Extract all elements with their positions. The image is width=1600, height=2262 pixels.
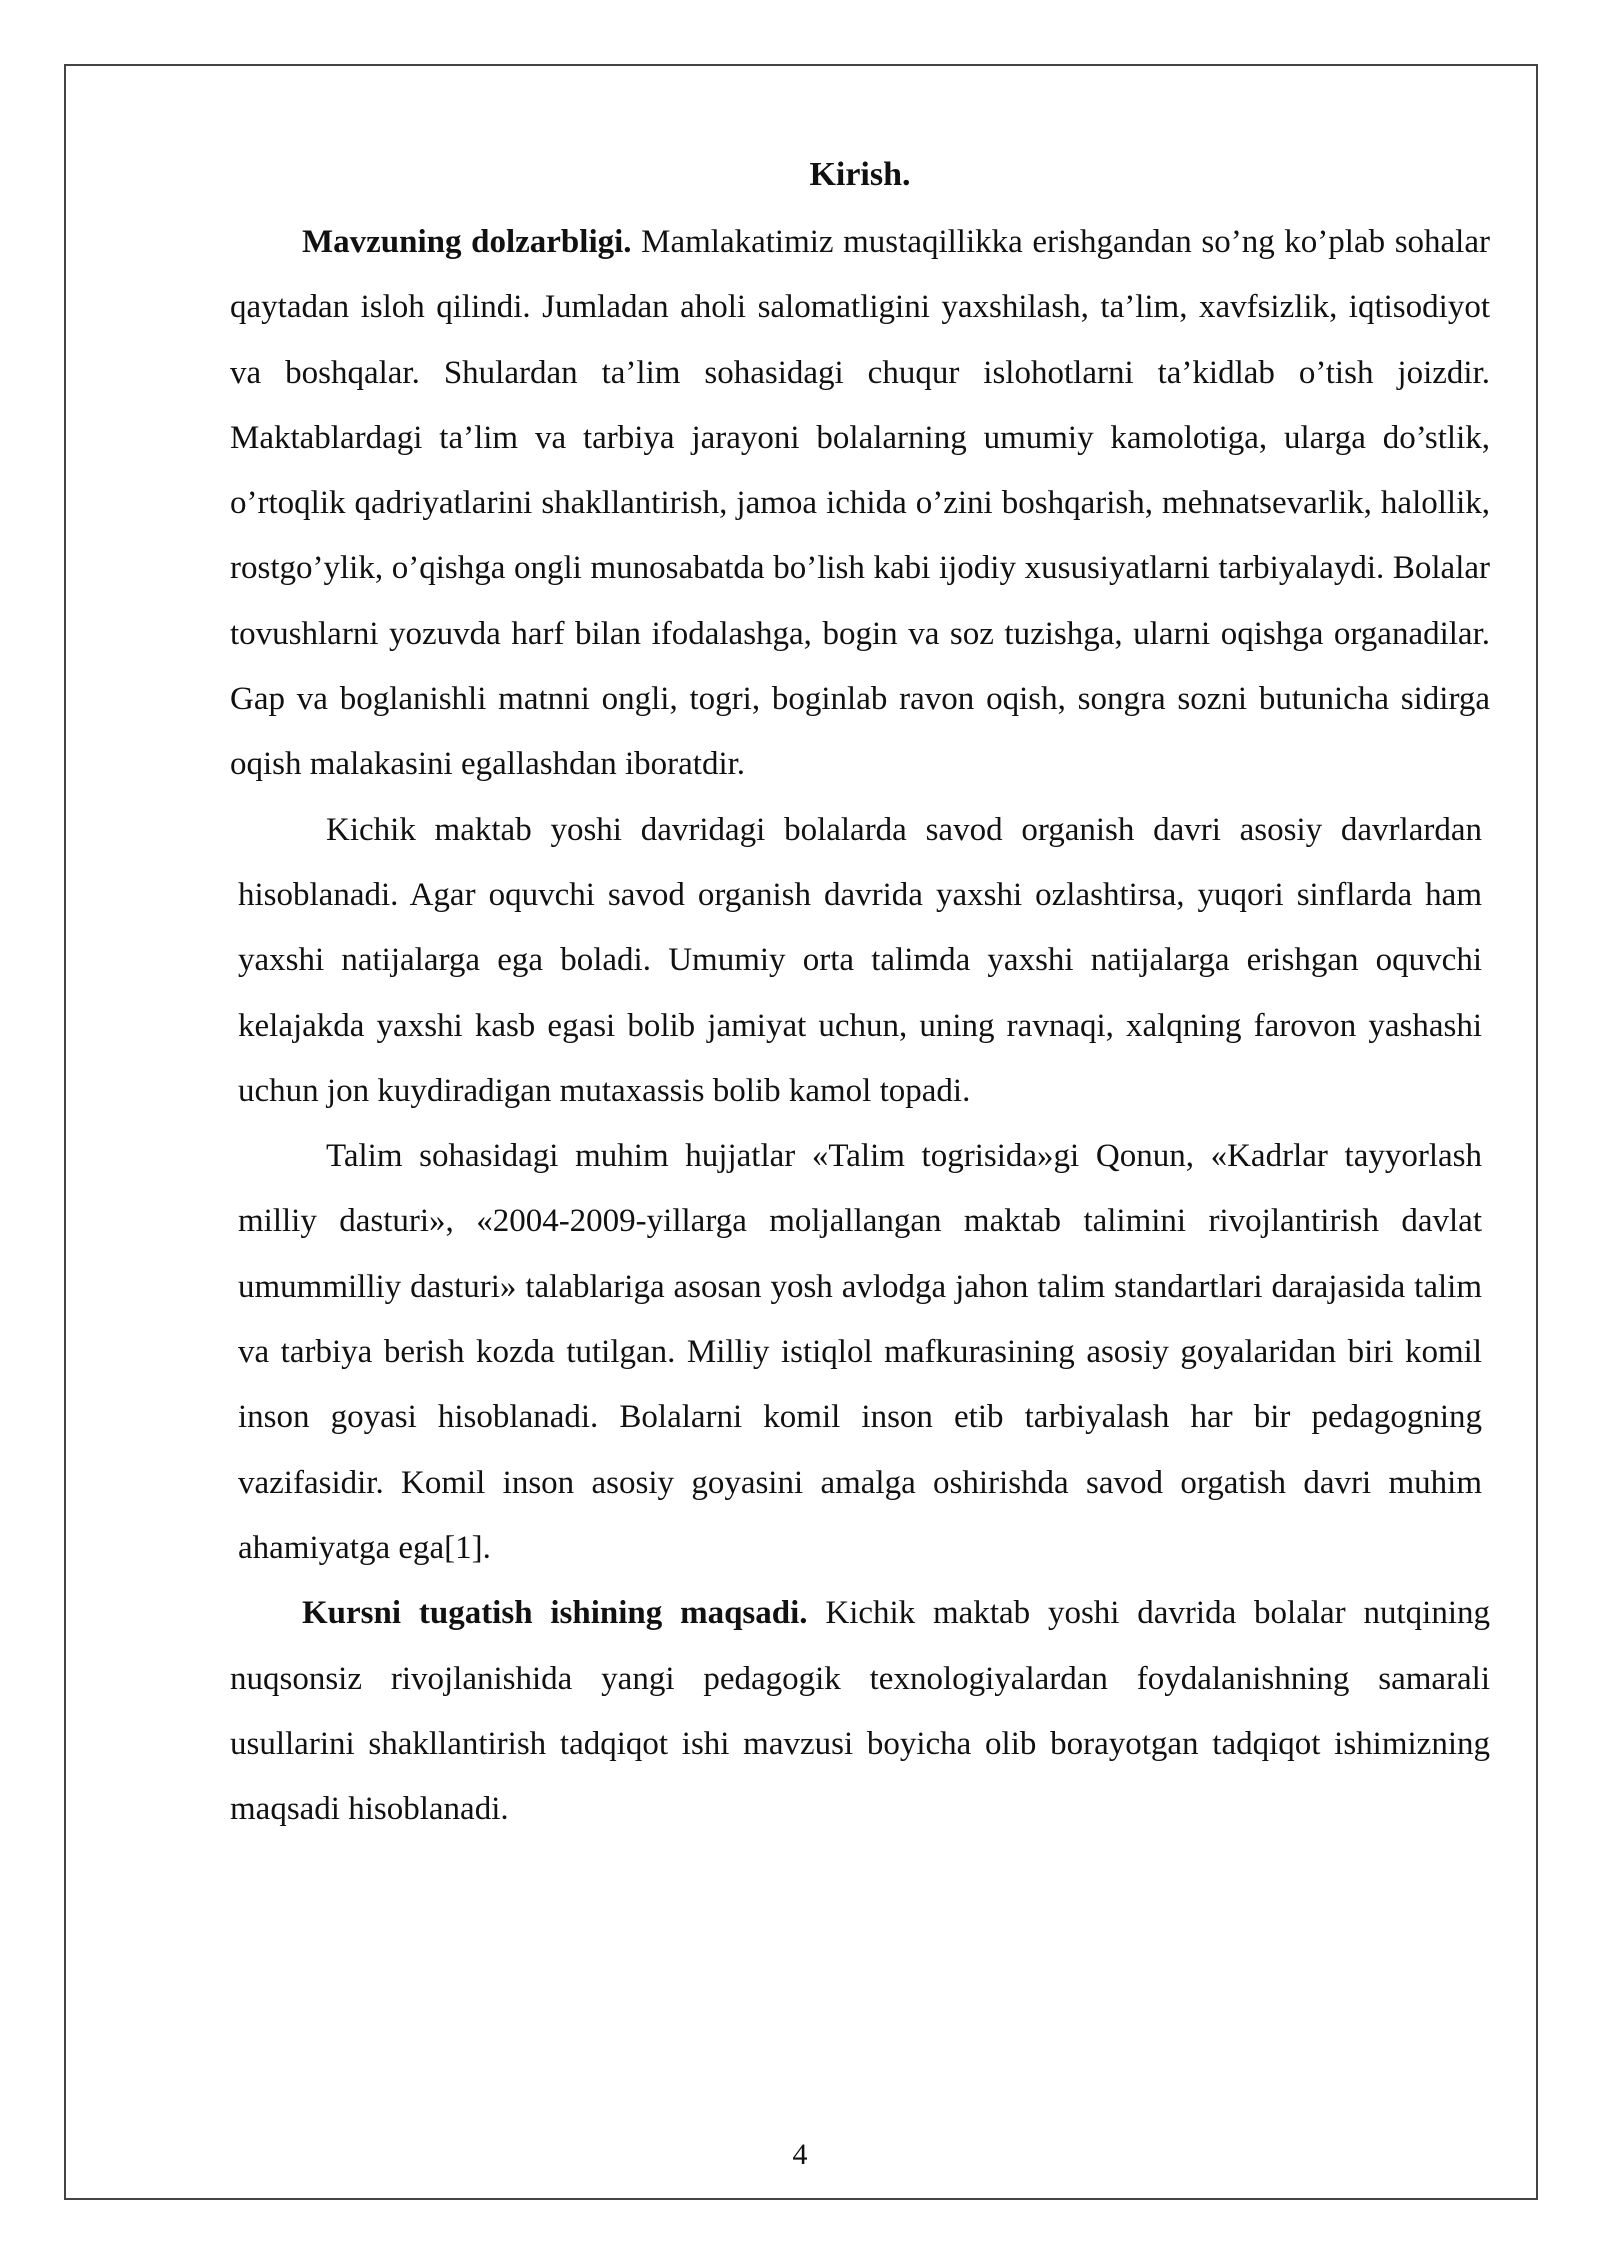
paragraph-relevance	[230, 210, 1490, 798]
page-number: 4	[792, 2138, 808, 2171]
paragraph-text-relevance: Mamlakatimiz mustaqillikka erishgandan so’ng ko’plab sohalar qaytadan isloh qilindi. Jumladan aholi salomatligini yaxshilash, ta’lim, xavfsizlik, iqtisodiyot va boshqalar. Shulardan ta’lim sohasidagi chuqur islohotlarni ta’kidlab o’tish joizdir. Maktablardagi ta’lim va tarbiya jarayoni bolalarning umumiy kamolotiga, ularga do’stlik, o’rtoqlik qadriyatlarini shakllantirish, jamoa ichida o’zini boshqarish, mehnatsevarlik, halollik, rostgo’ylik, o’qishga ongli munosabatda bo’lish kabi ijodiy xususiyatlarni tarbiyalaydi. Bolalar tovushlarni yozuvda harf bilan ifodalashga, bogin va soz tuzishga, ularni oqishga organadilar. Gap va boglanishli matnni ongli, togri, boginlab ravon oqish, songra sozni butunicha sidirga oqish malakasini egallashdan iboratdir.	[230, 224, 1490, 783]
document-body	[230, 148, 1490, 1842]
paragraph-lead-relevance: Mavzuning dolzarbligi.	[302, 224, 632, 260]
paragraph-text-literacy-period: Kichik maktab yoshi davridagi bolalarda savod organish davri asosiy davrlardan hisoblanadi. Agar oquvchi savod organish davrida yaxshi ozlashtirsa, yuqori sinflarda ham yaxshi natijalarga ega boladi. Umumiy orta talimda yaxshi natijalarga erishgan oquvchi kelajakda yaxshi kasb egasi bolib jamiyat uchun, uning ravnaqi, xalqning farovon yashashi uchun jon kuydiradigan mutaxassis bolib kamol topadi.	[238, 811, 1482, 1109]
paragraph-lead-course-goal: Kursni tugatish ishining maqsadi.	[302, 1595, 808, 1632]
paragraph-literacy-period	[238, 798, 1482, 1124]
paragraph-course-goal	[230, 1581, 1490, 1842]
paragraph-text-education-documents: Talim sohasidagi muhim hujjatlar «Talim togrisida»gi Qonun, «Kadrlar tayyorlash milliy dasturi», «2004-2009-yillarga moljallangan maktab talimini rivojlantirish davlat umummilliy dasturi» talablariga asosan yosh avlodga jahon talim standartlari darajasida talim va tarbiya berish kozda tutilgan. Milliy istiqlol mafkurasining asosiy goyalaridan biri komil inson goyasi hisoblanadi. Bolalarni komil inson etib tarbiyalash har bir pedagogning vazifasidir. Komil inson asosiy goyasini amalga oshirishda savod orgatish davri muhim ahamiyatga ega[1].	[238, 1138, 1482, 1566]
paragraph-education-documents	[238, 1124, 1482, 1581]
paragraph-text-course-goal: Kichik maktab yoshi davrida bolalar nutqining nuqsonsiz rivojlanishida yangi pedagogik texnologiyalardan foydalanishning samarali usullarini shakllantirish tadqiqot ishi mavzusi boyicha olib borayotgan tadqiqot ishimizning maqsadi hisoblanadi.	[230, 1595, 1490, 1828]
section-title: Kirish.	[809, 156, 911, 193]
